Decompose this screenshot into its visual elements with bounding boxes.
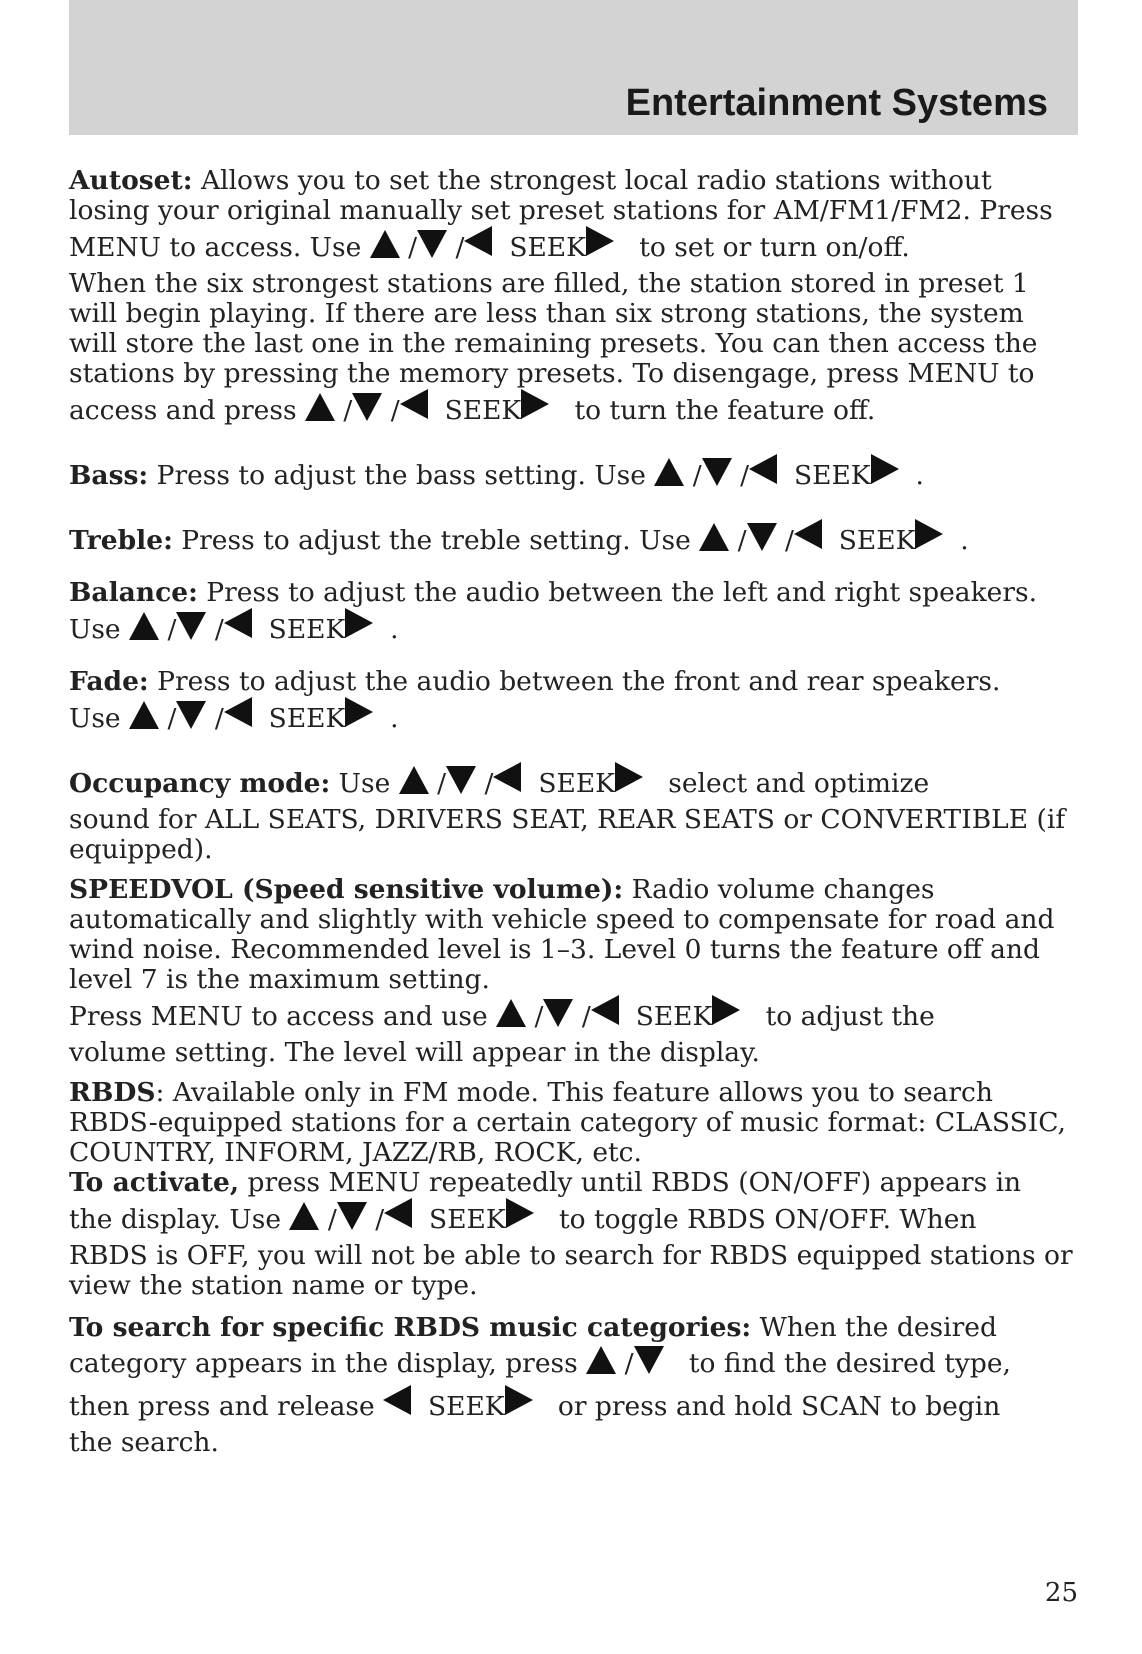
down-arrow-icon: [702, 458, 732, 486]
left-arrow-icon: [224, 697, 252, 727]
right-arrow-icon: [871, 454, 899, 484]
up-arrow-icon: [129, 612, 159, 640]
search-controls-line-2: then press and release SEEK or press and hold SCAN to begin: [69, 1385, 1079, 1428]
right-arrow-icon: [586, 226, 614, 256]
rbds-activate-paragraph: To activate, press MENU repeatedly until RBDS (ON/OFF) appears in: [69, 1167, 1022, 1198]
speedvol-text: volume setting. The level will appear in the display.: [69, 1037, 760, 1068]
search-label: To search for specific RBDS music categories:: [69, 1312, 752, 1343]
down-arrow-icon: [337, 1202, 367, 1230]
treble-paragraph: Treble: Press to adjust the treble setting. Use / / SEEK .: [69, 519, 1079, 562]
fade-label: Fade:: [69, 666, 149, 697]
up-arrow-icon: [289, 1202, 319, 1230]
section-title: Entertainment Systems: [625, 82, 1048, 124]
left-arrow-icon: [591, 995, 619, 1025]
rbds-label: RBDS: [69, 1077, 156, 1108]
left-arrow-icon: [464, 226, 492, 256]
rbds-paragraph: RBDS: Available only in FM mode. This feature allows you to search RBDS-equipped stations for a certain category of music format: CLASSIC, COUNTRY, INFORM, JAZZ/RB, ROCK, etc.: [69, 1077, 1066, 1168]
autoset-label: Autoset:: [69, 165, 193, 196]
bass-paragraph: Bass: Press to adjust the bass setting. Use / / SEEK .: [69, 454, 1079, 497]
left-arrow-icon: [400, 389, 428, 419]
speedvol-controls-line: Press MENU to access and use / / SEEK to adjust the: [69, 995, 1079, 1038]
search-paragraph: To search for specific RBDS music categories: When the desired: [69, 1312, 997, 1343]
up-arrow-icon: [129, 701, 159, 729]
search-text: the search.: [69, 1427, 219, 1458]
down-arrow-icon: [747, 523, 777, 551]
right-arrow-icon: [521, 389, 549, 419]
autoset-text: When the six strongest stations are filled, the station stored in preset 1 will begin playing. If there are less than six strong stations, the system will store the last one in the remaining presets. You can then access the stations by pressing the memory presets. To disengage, press MENU to: [69, 268, 1038, 389]
up-arrow-icon: [654, 458, 684, 486]
fade-controls-line: Use / / SEEK .: [69, 697, 1079, 740]
left-arrow-icon: [224, 608, 252, 638]
up-arrow-icon: [699, 523, 729, 551]
balance-label: Balance:: [69, 577, 198, 608]
page-header: [69, 0, 1078, 135]
right-arrow-icon: [505, 1385, 533, 1415]
down-arrow-icon: [446, 766, 476, 794]
left-arrow-icon: [794, 519, 822, 549]
rbds-controls-line: the display. Use / / SEEK to toggle RBDS ON/OFF. When: [69, 1198, 1079, 1241]
right-arrow-icon: [345, 608, 373, 638]
autoset-paragraph: Autoset: Allows you to set the strongest local radio stations without losing your original manually set preset stations for AM/FM1/FM2. Press: [69, 165, 1053, 226]
up-arrow-icon: [586, 1346, 616, 1374]
left-arrow-icon: [493, 762, 521, 792]
down-arrow-icon: [176, 701, 206, 729]
right-arrow-icon: [915, 519, 943, 549]
up-arrow-icon: [496, 999, 526, 1027]
left-arrow-icon: [749, 454, 777, 484]
right-arrow-icon: [615, 762, 643, 792]
right-arrow-icon: [345, 697, 373, 727]
down-arrow-icon: [352, 393, 382, 421]
left-arrow-icon: [383, 1385, 411, 1415]
rbds-activate-label: To activate,: [69, 1167, 240, 1198]
occupancy-text: sound for ALL SEATS, DRIVERS SEAT, REAR SEATS or CONVERTIBLE (if equipped).: [69, 804, 1066, 865]
occupancy-paragraph: Occupancy mode: Use / / SEEK select and optimize: [69, 762, 1079, 805]
rbds-text: RBDS is OFF, you will not be able to search for RBDS equipped stations or view the station name or type.: [69, 1240, 1073, 1301]
down-arrow-icon: [543, 999, 573, 1027]
treble-label: Treble:: [69, 525, 173, 556]
bass-label: Bass:: [69, 460, 149, 491]
search-controls-line: category appears in the display, press / to find the desired type,: [69, 1348, 1011, 1379]
right-arrow-icon: [712, 995, 740, 1025]
speedvol-label: SPEEDVOL (Speed sensitive volume):: [69, 874, 624, 905]
page-number: 25: [1044, 1578, 1078, 1608]
autoset-disengage-line: access and press / / SEEK to turn the feature off.: [69, 389, 1079, 432]
up-arrow-icon: [305, 393, 335, 421]
balance-paragraph: Balance: Press to adjust the audio between the left and right speakers.: [69, 577, 1038, 608]
down-arrow-icon: [634, 1346, 664, 1374]
up-arrow-icon: [399, 766, 429, 794]
down-arrow-icon: [176, 612, 206, 640]
speedvol-paragraph: SPEEDVOL (Speed sensitive volume): Radio volume changes automatically and slightly with vehicle speed to compensate for road and wind noise. Recommended level is 1–3. Level 0 turns the feature off and level 7 is the maximum setting.: [69, 874, 1055, 995]
up-arrow-icon: [370, 230, 400, 258]
fade-paragraph: Fade: Press to adjust the audio between the front and rear speakers.: [69, 666, 1001, 697]
right-arrow-icon: [506, 1198, 534, 1228]
balance-controls-line: Use / / SEEK .: [69, 608, 1079, 651]
occupancy-label: Occupancy mode:: [69, 768, 331, 799]
page-content: [69, 166, 1079, 1458]
autoset-controls-line: MENU to access. Use / / SEEK to set or turn on/off.: [69, 226, 1079, 269]
left-arrow-icon: [384, 1198, 412, 1228]
down-arrow-icon: [417, 230, 447, 258]
